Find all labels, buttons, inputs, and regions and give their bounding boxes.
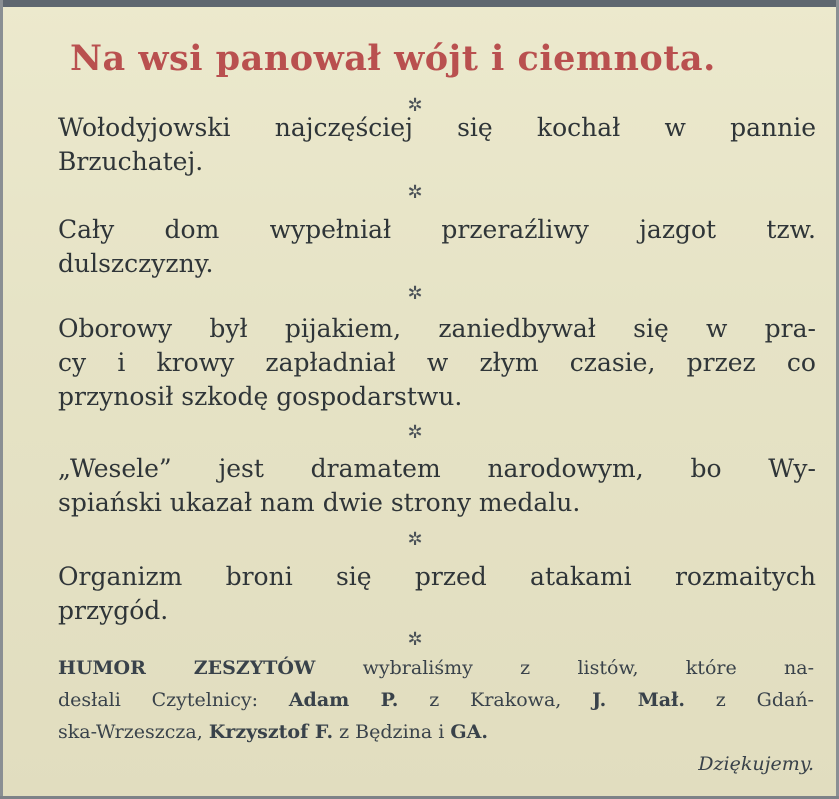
credits-line-1-text: wybraliśmy z listów, które na- xyxy=(315,657,814,679)
paragraph-3 xyxy=(58,312,816,414)
credits-heading: HUMOR ZESZYTÓW xyxy=(58,657,316,679)
separator-star-icon: ✲ xyxy=(407,283,423,304)
paragraph-4 xyxy=(58,452,816,520)
credits-line-1 xyxy=(58,652,814,684)
credits-line-2-mid: z Krakowa, xyxy=(398,689,593,711)
paragraph-2 xyxy=(58,213,816,281)
credits-line-3-start: ska-Wrzeszcza, xyxy=(58,721,209,743)
separator-star-icon: ✲ xyxy=(407,629,423,650)
separator-star-icon: ✲ xyxy=(407,95,423,116)
paragraph-5-line-2: przygód. xyxy=(58,596,169,625)
paragraph-1-line-2: Brzuchatej. xyxy=(58,147,204,176)
thanks-line: Dziękujemy. xyxy=(698,753,814,775)
paragraph-5-line-1: Organizm broni się przed atakami rozmaitych xyxy=(58,562,816,591)
left-border xyxy=(0,0,3,799)
credits-block xyxy=(58,652,814,780)
credits-line-2-end: z Gdań- xyxy=(684,689,814,711)
credits-line-2-start: desłali Czytelnicy: xyxy=(58,689,289,711)
credits-line-2 xyxy=(58,684,814,716)
paragraph-4-line-1: „Wesele” jest dramatem narodowym, bo Wy- xyxy=(58,454,816,483)
paragraph-4-line-2: spiański ukazał nam dwie strony medalu. xyxy=(58,488,581,517)
top-border xyxy=(0,0,839,7)
paragraph-2-line-1: Cały dom wypełniał przeraźliwy jazgot tzw. xyxy=(58,215,816,244)
paragraph-3-line-2: cy i krowy zapładniał w złym czasie, przez co xyxy=(58,348,816,377)
separator-star-icon: ✲ xyxy=(407,182,423,203)
credits-line-3-mid: z Będzina i xyxy=(333,721,451,743)
separator-star-icon: ✲ xyxy=(407,422,423,443)
credits-line-3 xyxy=(58,716,814,748)
paragraph-5 xyxy=(58,560,816,628)
paragraph-1 xyxy=(58,111,816,179)
paragraph-3-line-3: przynosił szkodę gospodarstwu. xyxy=(58,382,463,411)
credits-name-adam: Adam P. xyxy=(288,689,399,711)
paragraph-2-line-2: dulszczyzny. xyxy=(58,249,214,278)
paragraph-3-line-1: Oborowy był pijakiem, zaniedbywał się w pra- xyxy=(58,314,816,343)
separator-star-icon: ✲ xyxy=(407,529,423,550)
credits-name-krzysztof: Krzysztof F. xyxy=(208,721,334,743)
paragraph-1-line-1: Wołodyjowski najczęściej się kochał w pannie xyxy=(58,113,816,142)
credits-name-ga: GA. xyxy=(450,721,488,743)
credits-name-jmal: J. Mał. xyxy=(592,689,685,711)
article-title: Na wsi panował wójt i ciemnota. xyxy=(70,38,716,79)
